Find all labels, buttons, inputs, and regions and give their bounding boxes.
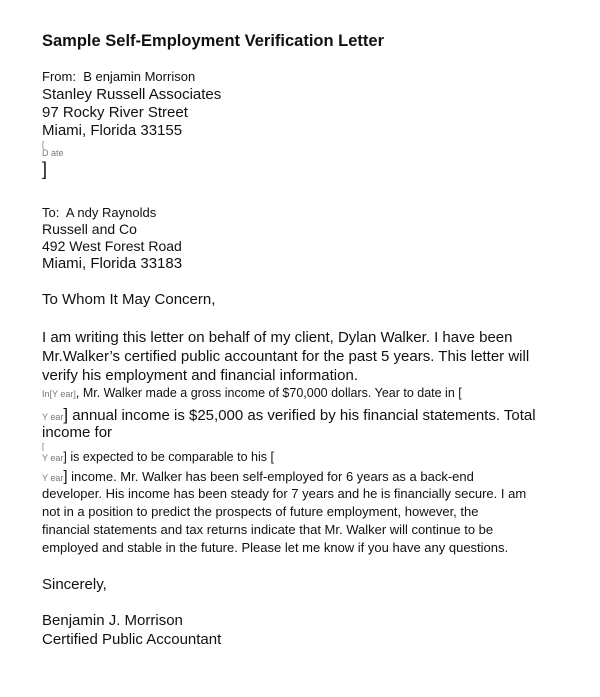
- body-line-5: [42, 406, 536, 423]
- year-placeholder: [Y ear]: [49, 389, 76, 399]
- year-label: Y ear: [42, 412, 64, 422]
- sender-name: B enjamin Morrison: [83, 69, 196, 84]
- year-close-bracket-3: ]: [63, 468, 68, 485]
- recipient-street: 492 West Forest Road: [42, 238, 182, 254]
- signature-title: Certified Public Accountant: [42, 631, 222, 648]
- body-line-10: not in a position to predict the prospects of future employment, however, the: [42, 504, 479, 519]
- body-line-7: [42, 451, 274, 464]
- recipient-line: [42, 206, 156, 219]
- sender-line: [42, 70, 195, 83]
- body-line-5-text: annual income is $25,000 as verified by his financial statements. Total: [72, 407, 536, 424]
- body-line-7-text: is expected to be comparable to his: [70, 450, 267, 464]
- sender-city: Miami, Florida 33155: [42, 122, 183, 139]
- recipient-name: A ndy Raynolds: [65, 205, 157, 220]
- recipient-city: Miami, Florida 33183: [42, 255, 183, 272]
- year-open-bracket-2: [: [42, 442, 45, 451]
- body-line-11: financial statements and tax returns indicate that Mr. Walker will continue to be: [42, 522, 494, 537]
- from-label: From:: [42, 69, 76, 84]
- recipient-company: Russell and Co: [42, 221, 137, 237]
- in-label: In: [42, 389, 50, 399]
- body-line-6: income for: [42, 424, 113, 441]
- year-label-3: Y ear: [42, 473, 64, 483]
- date-placeholder-label: D ate: [42, 148, 64, 158]
- sender-street: 97 Rocky River Street: [42, 104, 188, 121]
- letter-title: Sample Self-Employment Verification Letter: [42, 32, 385, 50]
- salutation: To Whom It May Concern,: [42, 291, 216, 308]
- body-line-3: verify his employment and financial information.: [42, 367, 358, 384]
- closing: Sincerely,: [42, 576, 107, 593]
- body-line-8-text: income. Mr. Walker has been self-employed for 6 years as a back-end: [71, 469, 474, 484]
- to-label: To:: [42, 205, 60, 220]
- year-label-2: Y ear: [42, 453, 64, 463]
- body-line-1: I am writing this letter on behalf of my client, Dylan Walker. I have been: [42, 329, 513, 346]
- year-open-bracket-3: [: [270, 450, 274, 464]
- body-line-12: employed and stable in the future. Please let me know if you have any questions.: [42, 540, 509, 555]
- sender-company: Stanley Russell Associates: [42, 86, 222, 103]
- signature-name: Benjamin J. Morrison: [42, 612, 183, 629]
- body-line-9: developer. His income has been steady for 7 years and he is financially secure. I am: [42, 486, 527, 501]
- body-line-4: [42, 387, 462, 400]
- date-open-bracket: [: [42, 140, 45, 149]
- body-line-2: Mr.Walker’s certified public accountant for the past 5 years. This letter will: [42, 348, 530, 365]
- year-open-bracket: [: [458, 386, 462, 400]
- date-close-bracket: ]: [42, 159, 48, 179]
- year-close-bracket-2: ]: [63, 450, 67, 464]
- body-line-4-text: , Mr. Walker made a gross income of $70,000 dollars. Year to date in: [75, 386, 455, 400]
- body-line-8: [42, 469, 474, 484]
- year-close-bracket: ]: [63, 405, 69, 424]
